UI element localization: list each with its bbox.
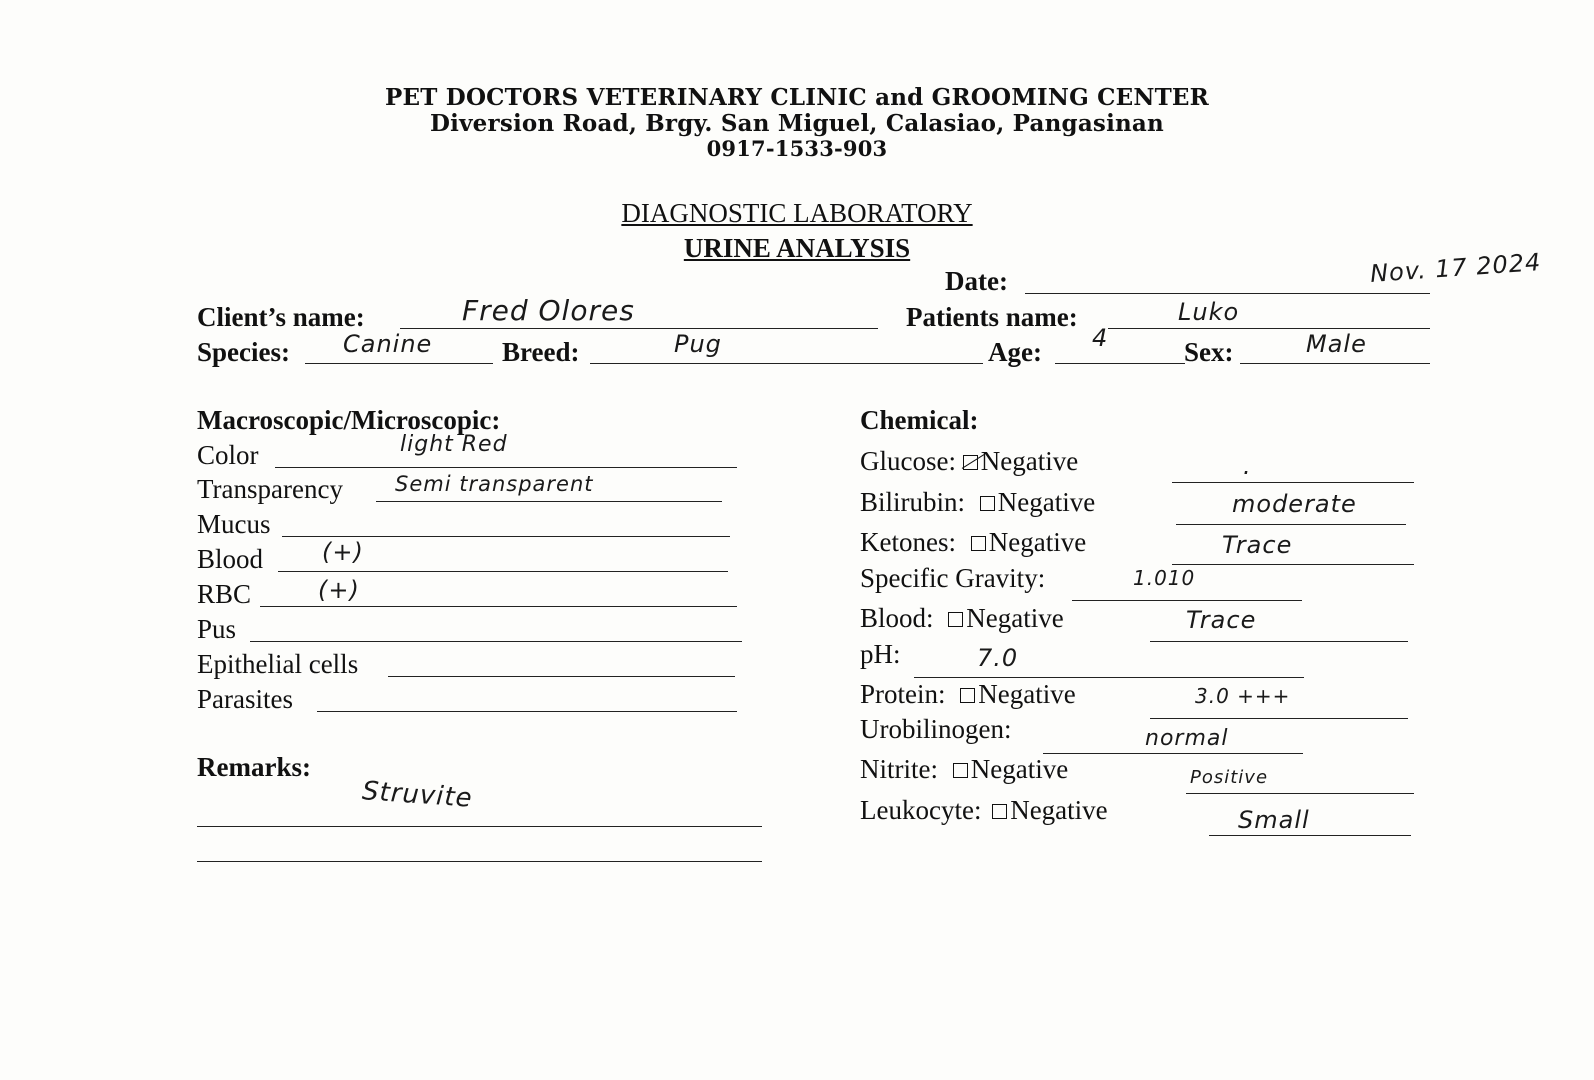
ketones-label [860,527,1086,558]
form-title-lab: DIAGNOSTIC LABORATORY [621,198,973,228]
ketones-label-text: Ketones: [860,527,956,557]
leukocyte-line [1209,835,1411,836]
nitrite-negative-checkbox[interactable] [953,763,968,778]
ketones-value: Trace [1222,531,1293,559]
rbc-line [260,606,737,607]
nitrite-line [1186,793,1414,794]
patient-name-line [1108,328,1430,329]
chemical-heading: Chemical: [860,405,979,435]
parasites-label: Parasites [197,684,293,714]
protein-negative-checkbox[interactable] [960,688,975,703]
clinic-phone: 0917-1533-903 [706,136,888,161]
breed-value: Pug [674,330,722,358]
protein-label-text: Protein: [860,679,946,709]
date-label: Date: [945,266,1008,296]
leukocyte-value: Small [1238,806,1310,834]
bilirubin-negative-checkbox[interactable] [980,496,995,511]
bilirubin-negative-text: Negative [997,487,1096,517]
bilirubin-label-text: Bilirubin: [860,487,966,517]
pus-label: Pus [197,614,237,644]
epithelial-line [388,676,735,677]
remarks-line-1 [197,826,762,827]
specific-gravity-value: 1.010 [1133,566,1196,590]
species-value: Canine [343,330,433,358]
age-value: 4 [1092,324,1109,352]
glucose-negative-text: Negative [980,446,1079,476]
ph-line [914,677,1304,678]
remarks-label: Remarks: [197,752,311,782]
parasites-line [317,711,737,712]
color-label: Color [197,440,259,470]
epithelial-label: Epithelial cells [197,649,359,679]
ph-label: pH: [860,639,901,669]
ketones-line [1172,564,1414,565]
bilirubin-label [860,487,1095,518]
clinic-address: Diversion Road, Brgy. San Miguel, Calasiao, Pangasinan [430,110,1164,137]
date-line [1025,293,1430,294]
remarks-line-2 [197,861,762,862]
mucus-line [282,536,730,537]
species-line [305,363,493,364]
color-value: light Red [400,432,508,457]
nitrite-label-text: Nitrite: [860,754,938,784]
patient-name-value: Luko [1178,298,1240,326]
glucose-line [1172,482,1414,483]
protein-negative-text: Negative [978,679,1076,709]
client-name-value: Fred Olores [462,294,635,327]
protein-line [1150,718,1408,719]
macro-heading: Macroscopic/Microscopic: [197,405,501,435]
nitrite-value: Positive [1190,767,1269,788]
form-title-urinalysis: URINE ANALYSIS [683,233,911,263]
date-value: Nov. 17 2024 [1369,248,1543,288]
chem-blood-negative-checkbox[interactable] [948,612,963,627]
urobilinogen-line [1043,753,1303,754]
protein-value: 3.0 +++ [1195,684,1291,708]
nitrite-negative-text: Negative [970,754,1069,784]
leukocyte-negative-checkbox[interactable] [992,804,1007,819]
chem-blood-label-text: Blood: [860,603,934,633]
transparency-label: Transparency [197,474,343,504]
mucus-label: Mucus [197,509,271,539]
rbc-value: (+) [318,576,360,604]
glucose-label [860,446,1078,477]
pus-line [250,641,742,642]
urobilinogen-value: normal [1145,726,1229,751]
chem-blood-line [1150,641,1408,642]
clinic-name: PET DOCTORS VETERINARY CLINIC and GROOMING CENTER [385,84,1209,111]
leukocyte-negative-text: Negative [1010,795,1108,825]
sex-line [1240,363,1430,364]
glucose-value: . [1243,452,1252,480]
breed-label: Breed: [502,337,580,367]
blood-value: (+) [322,538,364,566]
sex-value: Male [1306,330,1367,358]
chem-blood-label [860,603,1064,634]
client-name-label: Client’s name: [197,302,365,332]
specific-gravity-line [1072,600,1302,601]
blood-line [278,571,728,572]
blood-label: Blood [197,544,264,574]
glucose-label-text: Glucose: [860,446,956,476]
breed-line [590,363,983,364]
ph-value: 7.0 [977,644,1019,672]
patient-name-label: Patients name: [906,302,1078,332]
color-line [275,467,737,468]
species-label: Species: [197,337,290,367]
transparency-line [376,501,722,502]
bilirubin-line [1176,524,1406,525]
chem-blood-value: Trace [1186,606,1257,634]
age-line [1055,363,1185,364]
bilirubin-value: moderate [1232,490,1357,518]
transparency-value: Semi transparent [395,472,594,496]
leukocyte-label-text: Leukocyte: [860,795,982,825]
nitrite-label [860,754,1068,785]
specific-gravity-label: Specific Gravity: [860,563,1046,593]
protein-label [860,679,1076,710]
chem-blood-negative-text: Negative [966,603,1064,633]
sex-label: Sex: [1184,337,1234,367]
remarks-value: Struvite [361,776,474,814]
ketones-negative-text: Negative [988,527,1087,557]
rbc-label: RBC [197,579,252,609]
client-name-line [400,328,878,329]
ketones-negative-checkbox[interactable] [971,536,986,551]
leukocyte-label [860,795,1108,826]
glucose-negative-checkbox[interactable] [963,455,978,470]
age-label: Age: [988,337,1042,367]
urobilinogen-label: Urobilinogen: [860,714,1012,744]
